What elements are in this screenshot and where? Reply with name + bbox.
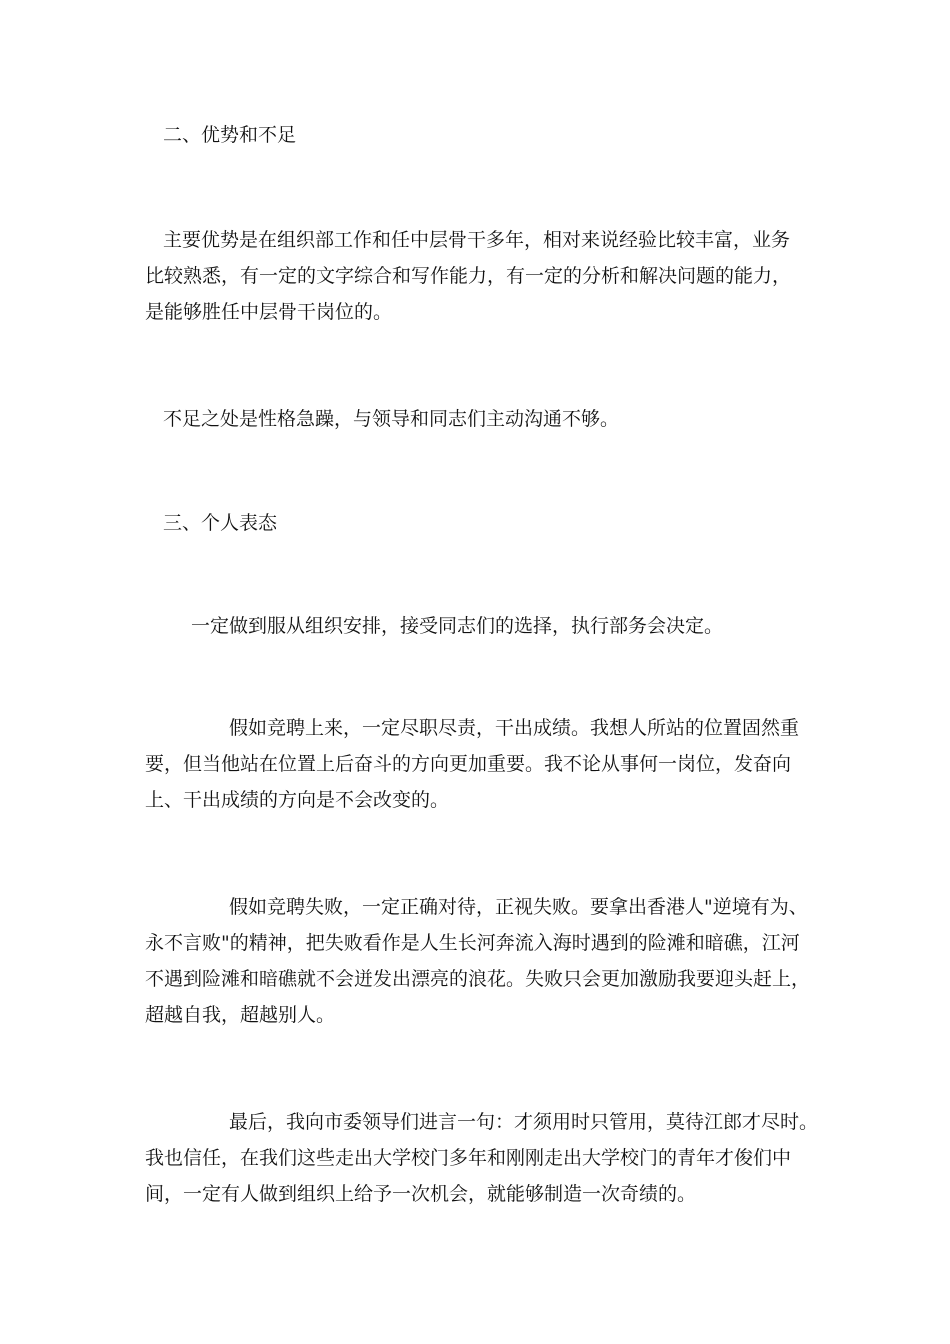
- paragraph-if-successful: 假如竞聘上来，一定尽职尽责，干出成绩。我想人所站的位置固然重 要，但当他站在位置上后奋斗的方向更加重要。我不论从事何一岗位，发奋向 上、干出成绩的方向是不会改变的。: [145, 717, 800, 811]
- paragraph-final-words: 最后，我向市委领导们进言一句：才须用时只管用，莫待江郎才尽时。 我也信任，在我们这些走出大学校门多年和刚刚走出大学校门的青年才俊们中 间，一定有人做到组织上给予一次机会，就能够制造一次奇绩的。: [145, 1111, 819, 1205]
- section-heading-strengths-weaknesses: 二、优势和不足: [163, 124, 297, 146]
- paragraph-if-failed: 假如竞聘失败，一定正确对待，正视失败。要拿出香港人"逆境有为、 永不言败"的精神，把失败看作是人生长河奔流入海时遇到的险滩和暗礁，江河 不遇到险滩和暗礁就不会迸发出漂亮的浪花。失败只会更加激励我要迎头赶上， 超越自我，超越别人。: [145, 896, 811, 1026]
- paragraph-weakness: 不足之处是性格急躁，与领导和同志们主动沟通不够。: [163, 408, 620, 430]
- section-heading-personal-statement: 三、个人表态: [163, 512, 278, 534]
- paragraph-obey-arrangement: 一定做到服从组织安排，接受同志们的选择，执行部务会决定。: [191, 615, 724, 637]
- paragraph-strengths: 主要优势是在组织部工作和任中层骨干多年，相对来说经验比较丰富，业务 比较熟悉，有一定的文字综合和写作能力，有一定的分析和解决问题的能力， 是能够胜任中层骨干岗位的。: [145, 229, 792, 323]
